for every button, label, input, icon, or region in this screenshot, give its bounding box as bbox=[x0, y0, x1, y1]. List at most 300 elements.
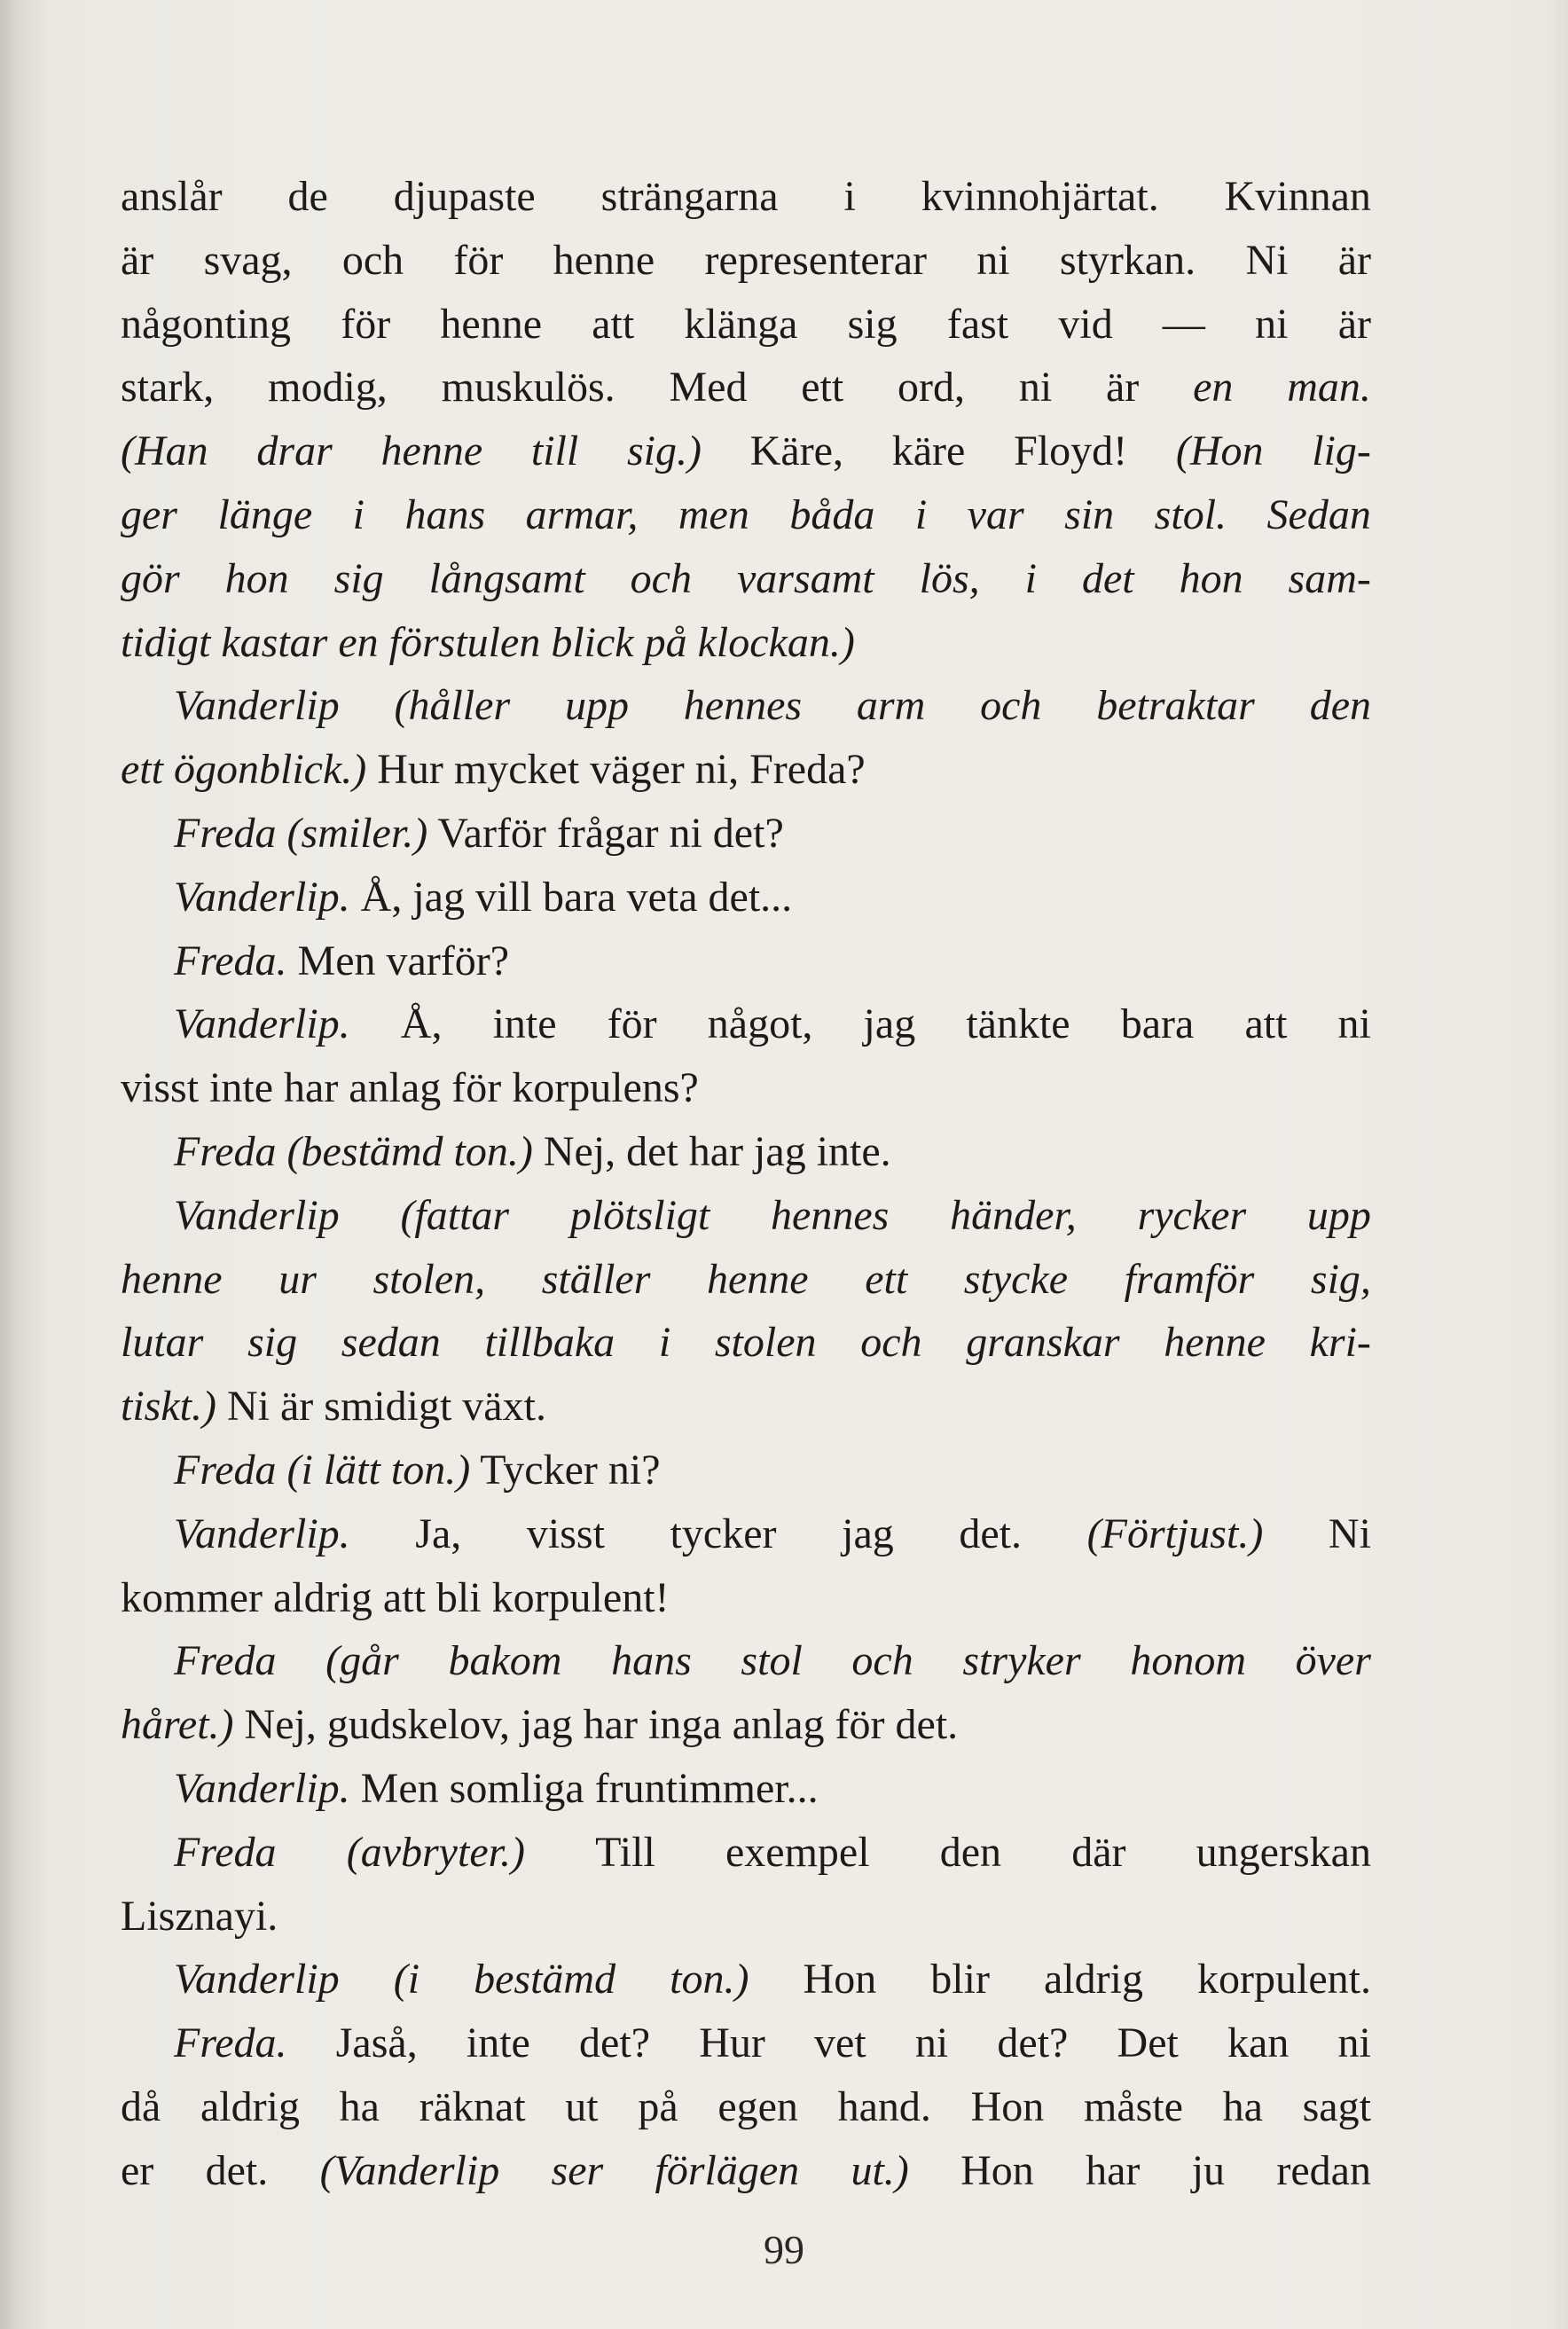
text-line bbox=[121, 1693, 1371, 1757]
word bbox=[801, 356, 843, 420]
dialogue-text: Jaså, bbox=[335, 2019, 418, 2067]
word bbox=[750, 420, 843, 483]
word bbox=[174, 1184, 340, 1248]
dialogue-text: klänga bbox=[684, 300, 798, 348]
word bbox=[121, 547, 180, 611]
word bbox=[342, 229, 404, 293]
word bbox=[940, 1821, 1001, 1885]
stage-direction: hon bbox=[224, 554, 289, 602]
text-line bbox=[121, 1948, 1371, 2011]
word bbox=[843, 165, 855, 229]
dialogue-text: henne bbox=[553, 236, 655, 284]
dialogue-text: aldrig bbox=[200, 2082, 300, 2130]
stage-direction: i bbox=[658, 1319, 671, 1367]
dialogue-text: det? bbox=[579, 2019, 650, 2067]
word bbox=[968, 483, 1024, 547]
page-number: 99 bbox=[764, 2227, 804, 2272]
dialogue-text: är bbox=[1337, 300, 1371, 348]
stage-direction: Vanderlip bbox=[174, 1956, 340, 2004]
stage-direction: (i bbox=[393, 1956, 420, 2004]
stage-direction: Freda bbox=[174, 1828, 277, 1876]
word bbox=[174, 1948, 340, 2011]
stage-direction: ett ögonblick.) bbox=[121, 746, 367, 794]
dialogue-text: kommer aldrig att bli korpulent! bbox=[121, 1573, 670, 1621]
word bbox=[915, 2011, 948, 2075]
word bbox=[708, 992, 813, 1056]
word bbox=[851, 2139, 908, 2203]
word bbox=[1225, 165, 1371, 229]
stage-direction: i bbox=[352, 490, 365, 538]
word bbox=[804, 1948, 877, 2011]
word bbox=[268, 356, 388, 420]
dialogue-text: för bbox=[607, 1000, 657, 1048]
stage-direction: henne bbox=[707, 1255, 809, 1303]
word bbox=[278, 1248, 317, 1312]
body-text bbox=[121, 165, 1371, 2203]
dialogue-text: något, bbox=[707, 1000, 813, 1048]
word bbox=[950, 1184, 1077, 1248]
dialogue-text: ord, bbox=[898, 364, 966, 412]
text-line bbox=[121, 1184, 1371, 1248]
stage-direction: Freda. bbox=[174, 2019, 287, 2067]
dialogue-text: Ja, bbox=[415, 1510, 462, 1557]
word bbox=[976, 229, 1009, 293]
text-line bbox=[121, 802, 1371, 866]
text-line bbox=[121, 1375, 1371, 1439]
dialogue-text: exempel bbox=[725, 1828, 870, 1876]
dialogue-text: de bbox=[287, 173, 328, 220]
stage-direction: håret.) bbox=[121, 1701, 234, 1749]
dialogue-text: — bbox=[1162, 300, 1205, 348]
text-line bbox=[121, 929, 1371, 993]
dialogue-text: i bbox=[843, 173, 856, 220]
word bbox=[174, 1821, 277, 1885]
dialogue-text: då bbox=[121, 2082, 161, 2130]
stage-direction: stolen bbox=[714, 1319, 817, 1367]
word bbox=[1025, 547, 1037, 611]
word bbox=[789, 483, 874, 547]
word bbox=[225, 547, 289, 611]
word bbox=[484, 1311, 615, 1375]
word bbox=[174, 1629, 277, 1693]
word bbox=[394, 165, 536, 229]
dialogue-text: Hon bbox=[803, 1956, 877, 2004]
dialogue-text: ett bbox=[801, 364, 844, 412]
word bbox=[1296, 1629, 1371, 1693]
stage-direction: lös, bbox=[919, 554, 980, 602]
text-line bbox=[121, 293, 1371, 357]
word bbox=[121, 229, 153, 293]
stage-direction: ut.) bbox=[851, 2146, 909, 2194]
word bbox=[121, 293, 291, 357]
word bbox=[608, 992, 657, 1056]
stage-direction: Freda (smiler.) bbox=[174, 809, 428, 857]
stage-direction: sig bbox=[247, 1319, 298, 1367]
stage-direction: armar, bbox=[525, 490, 639, 538]
word bbox=[1338, 293, 1371, 357]
text-line bbox=[121, 2011, 1371, 2075]
text-line bbox=[121, 866, 1371, 929]
dialogue-text: och bbox=[341, 236, 404, 284]
word bbox=[474, 1948, 615, 2011]
dialogue-text: djupaste bbox=[393, 173, 536, 220]
dialogue-text: inte bbox=[466, 2019, 530, 2067]
word bbox=[526, 483, 639, 547]
word bbox=[1064, 483, 1114, 547]
dialogue-text: är bbox=[1337, 236, 1371, 284]
dialogue-text: Kvinnan bbox=[1224, 173, 1371, 220]
dialogue-text: ju bbox=[1191, 2146, 1226, 2194]
dialogue-text: svag, bbox=[203, 236, 293, 284]
word bbox=[960, 2139, 1034, 2203]
word bbox=[1223, 2075, 1263, 2139]
dialogue-text: henne bbox=[440, 300, 542, 348]
stage-direction: stolen, bbox=[372, 1255, 486, 1303]
word bbox=[247, 1311, 297, 1375]
word bbox=[340, 2075, 380, 2139]
word bbox=[256, 420, 332, 483]
word bbox=[1082, 547, 1134, 611]
dialogue-text: bara bbox=[1120, 1000, 1195, 1048]
stage-direction: händer, bbox=[950, 1191, 1077, 1239]
dialogue-text: stark, bbox=[121, 364, 215, 412]
word bbox=[1244, 992, 1287, 1056]
stage-direction: stol bbox=[741, 1637, 803, 1685]
stage-direction: arm bbox=[856, 682, 926, 730]
dialogue-text: Hur bbox=[699, 2019, 765, 2067]
stage-direction: i bbox=[914, 490, 928, 538]
word bbox=[669, 356, 747, 420]
word bbox=[1096, 674, 1255, 738]
word bbox=[1287, 356, 1371, 420]
word bbox=[579, 2011, 650, 2075]
word bbox=[898, 356, 965, 420]
word bbox=[1338, 992, 1371, 1056]
word bbox=[1310, 1311, 1371, 1375]
stage-direction: ur bbox=[278, 1255, 317, 1303]
word bbox=[336, 2011, 418, 2075]
word bbox=[1071, 1821, 1125, 1885]
stage-direction: det bbox=[1081, 554, 1134, 602]
stage-direction: drar bbox=[256, 427, 333, 475]
word bbox=[684, 293, 797, 357]
word bbox=[394, 674, 510, 738]
word bbox=[670, 1502, 777, 1566]
stage-direction: tiskt.) bbox=[121, 1383, 216, 1431]
dialogue-text: är bbox=[121, 236, 154, 284]
word bbox=[670, 1948, 749, 2011]
word bbox=[1106, 356, 1139, 420]
word bbox=[1125, 1248, 1255, 1312]
word bbox=[595, 1821, 655, 1885]
dialogue-text: ha bbox=[1222, 2082, 1263, 2130]
word bbox=[966, 992, 1070, 1056]
word bbox=[204, 229, 293, 293]
dialogue-text: Till bbox=[595, 1828, 655, 1876]
word bbox=[659, 1311, 670, 1375]
dialogue-text: måste bbox=[1083, 2082, 1183, 2130]
stage-direction: (Hon bbox=[1175, 427, 1264, 475]
word bbox=[947, 293, 1008, 357]
word bbox=[442, 356, 615, 420]
dialogue-text: aldrig bbox=[1044, 1956, 1143, 2004]
word bbox=[848, 293, 898, 357]
dialogue-text: Med bbox=[669, 364, 748, 412]
dialogue-text: Men varför? bbox=[286, 937, 510, 984]
word bbox=[857, 674, 925, 738]
stage-direction: Vanderlip bbox=[174, 682, 340, 730]
dialogue-text: Nej, gudskelov, jag har inga anlag för det. bbox=[233, 1701, 959, 1749]
stage-direction: hans bbox=[611, 1637, 692, 1685]
word bbox=[715, 1311, 817, 1375]
word bbox=[1117, 2011, 1179, 2075]
dialogue-text: att bbox=[592, 300, 635, 348]
word bbox=[997, 2011, 1068, 2075]
word bbox=[353, 483, 365, 547]
stage-direction: sin bbox=[1064, 490, 1115, 538]
stage-direction: Vanderlip. bbox=[174, 1510, 350, 1557]
word bbox=[717, 2075, 798, 2139]
word bbox=[381, 420, 483, 483]
word bbox=[217, 483, 312, 547]
dialogue-text: hand. bbox=[837, 2082, 931, 2130]
word bbox=[1267, 483, 1371, 547]
word bbox=[1192, 2139, 1225, 2203]
word bbox=[655, 2139, 800, 2203]
word bbox=[864, 992, 916, 1056]
stage-direction: (fattar bbox=[400, 1191, 510, 1239]
word bbox=[341, 1311, 441, 1375]
stage-direction: sedan bbox=[341, 1319, 441, 1367]
text-line bbox=[121, 1502, 1371, 1566]
word bbox=[1227, 2011, 1289, 2075]
text-line bbox=[121, 674, 1371, 738]
word bbox=[1329, 1502, 1371, 1566]
word bbox=[966, 1311, 1119, 1375]
word bbox=[121, 1311, 203, 1375]
stage-direction: henne bbox=[380, 427, 483, 475]
word bbox=[842, 1502, 894, 1566]
text-line bbox=[121, 1248, 1371, 1312]
text-line bbox=[121, 547, 1371, 611]
word bbox=[121, 1248, 223, 1312]
text-line bbox=[121, 2075, 1371, 2139]
dialogue-text: någonting bbox=[121, 300, 291, 348]
word bbox=[1307, 1184, 1371, 1248]
word bbox=[174, 2011, 287, 2075]
word bbox=[1255, 293, 1288, 357]
stage-direction: sig.) bbox=[626, 427, 702, 475]
stage-direction: ställer bbox=[541, 1255, 651, 1303]
dialogue-text: styrkan. bbox=[1059, 236, 1196, 284]
stage-direction: ser bbox=[551, 2146, 604, 2194]
word bbox=[684, 674, 802, 738]
word bbox=[121, 2075, 161, 2139]
word bbox=[980, 674, 1041, 738]
stage-direction: ger bbox=[121, 490, 177, 538]
word bbox=[1289, 547, 1371, 611]
dialogue-text: det? bbox=[997, 2019, 1069, 2067]
word bbox=[930, 1948, 990, 2011]
word bbox=[851, 1629, 913, 1693]
word bbox=[627, 420, 702, 483]
dialogue-text: det. bbox=[959, 1510, 1023, 1557]
word bbox=[448, 1629, 561, 1693]
text-line bbox=[121, 1885, 1371, 1949]
word bbox=[121, 420, 208, 483]
word bbox=[565, 674, 629, 738]
stage-direction: upp bbox=[564, 682, 629, 730]
word bbox=[1196, 1821, 1371, 1885]
word bbox=[707, 1248, 809, 1312]
stage-direction: henne bbox=[1164, 1319, 1266, 1367]
word bbox=[1019, 356, 1052, 420]
word bbox=[206, 2139, 269, 2203]
dialogue-text: det. bbox=[205, 2146, 269, 2194]
word bbox=[699, 2011, 765, 2075]
word bbox=[334, 547, 384, 611]
dialogue-text: Lisznayi. bbox=[121, 1892, 278, 1940]
stage-direction: lig- bbox=[1312, 427, 1371, 475]
word bbox=[552, 2139, 604, 2203]
stage-direction: till bbox=[530, 427, 579, 475]
dialogue-text: representerar bbox=[704, 236, 927, 284]
dialogue-text: blir bbox=[930, 1956, 990, 2004]
stage-direction: hans bbox=[404, 490, 486, 538]
word bbox=[737, 547, 874, 611]
dialogue-text: Hur mycket väger ni, Freda? bbox=[366, 746, 866, 794]
text-line bbox=[121, 1311, 1371, 1375]
word bbox=[1312, 420, 1371, 483]
dialogue-text: ut bbox=[565, 2082, 599, 2130]
stage-direction: (håller bbox=[394, 682, 511, 730]
dialogue-text: fast bbox=[946, 300, 1009, 348]
stage-direction: hennes bbox=[771, 1191, 890, 1239]
stage-direction: länge bbox=[217, 490, 313, 538]
dialogue-text: sig bbox=[847, 300, 898, 348]
stage-direction: varsamt bbox=[736, 554, 874, 602]
dialogue-text: korpulent. bbox=[1197, 1956, 1371, 2004]
dialogue-text: där bbox=[1071, 1828, 1126, 1876]
dialogue-text: redan bbox=[1276, 2146, 1371, 2194]
word bbox=[1060, 229, 1196, 293]
word bbox=[959, 1502, 1022, 1566]
word bbox=[453, 229, 503, 293]
text-line bbox=[121, 1629, 1371, 1693]
word bbox=[1058, 293, 1112, 357]
word bbox=[1310, 674, 1371, 738]
text-line bbox=[121, 1757, 1371, 1821]
word bbox=[964, 1248, 1068, 1312]
stage-direction: och bbox=[860, 1319, 922, 1367]
word bbox=[394, 1948, 419, 2011]
word bbox=[440, 293, 542, 357]
word bbox=[1086, 2139, 1140, 2203]
word bbox=[1138, 1184, 1247, 1248]
word bbox=[892, 420, 966, 483]
word bbox=[915, 483, 927, 547]
word bbox=[1014, 420, 1127, 483]
dialogue-text: sagt bbox=[1302, 2082, 1371, 2130]
stage-direction: Freda. bbox=[174, 937, 287, 984]
word bbox=[1303, 2075, 1371, 2139]
word bbox=[415, 1502, 461, 1566]
stage-direction: förlägen bbox=[655, 2146, 800, 2194]
word bbox=[678, 483, 749, 547]
dialogue-text: har bbox=[1086, 2146, 1141, 2194]
word bbox=[1121, 992, 1195, 1056]
word bbox=[1087, 1502, 1264, 1566]
word bbox=[174, 1502, 350, 1566]
dialogue-text: ni bbox=[1337, 1000, 1371, 1048]
stage-direction: (går bbox=[325, 1637, 399, 1685]
stage-direction: (avbryter.) bbox=[346, 1828, 525, 1876]
stage-direction: och bbox=[980, 682, 1042, 730]
text-line bbox=[121, 1439, 1371, 1502]
text-line bbox=[121, 356, 1371, 420]
dialogue-text: Det bbox=[1117, 2019, 1179, 2067]
word bbox=[741, 1629, 802, 1693]
stage-direction: båda bbox=[789, 490, 875, 538]
word bbox=[1084, 2075, 1183, 2139]
word bbox=[860, 1311, 921, 1375]
word bbox=[372, 1248, 485, 1312]
word bbox=[1193, 356, 1233, 420]
dialogue-text: vid bbox=[1058, 300, 1113, 348]
dialogue-text: visst bbox=[526, 1510, 605, 1557]
dialogue-text: ni bbox=[914, 2019, 949, 2067]
stage-direction: granskar bbox=[966, 1319, 1120, 1367]
word bbox=[531, 420, 578, 483]
word bbox=[527, 1502, 605, 1566]
word bbox=[1164, 1311, 1266, 1375]
dialogue-text: ni bbox=[1255, 300, 1289, 348]
text-line bbox=[121, 611, 1371, 675]
stage-direction: rycker bbox=[1137, 1191, 1247, 1239]
dialogue-text: är bbox=[1106, 364, 1140, 412]
word bbox=[325, 1629, 399, 1693]
stage-direction: hennes bbox=[683, 682, 803, 730]
text-line bbox=[121, 1056, 1371, 1120]
word bbox=[174, 992, 350, 1056]
word bbox=[400, 1184, 509, 1248]
stage-direction: lutar bbox=[121, 1319, 204, 1367]
stage-direction: upp bbox=[1306, 1191, 1371, 1239]
stage-direction: bakom bbox=[448, 1637, 562, 1685]
word bbox=[404, 483, 485, 547]
dialogue-text: för bbox=[453, 236, 504, 284]
word bbox=[1245, 229, 1288, 293]
dialogue-text: tänkte bbox=[966, 1000, 1070, 1048]
stage-direction: stol. bbox=[1154, 490, 1227, 538]
word bbox=[631, 547, 692, 611]
dialogue-text: ungerskan bbox=[1196, 1828, 1371, 1876]
dialogue-text: ni bbox=[976, 236, 1010, 284]
stage-direction: kri- bbox=[1309, 1319, 1371, 1367]
stage-direction: Vanderlip. bbox=[174, 1764, 350, 1812]
word bbox=[971, 2075, 1045, 2139]
dialogue-text: Tycker ni? bbox=[470, 1446, 661, 1494]
stage-direction: stryker bbox=[962, 1637, 1081, 1685]
dialogue-text: modig, bbox=[268, 364, 388, 412]
word bbox=[466, 2011, 530, 2075]
word bbox=[1176, 420, 1264, 483]
stage-direction: (Han bbox=[121, 427, 208, 475]
stage-direction: henne bbox=[121, 1255, 223, 1303]
stage-direction: var bbox=[967, 490, 1024, 538]
word bbox=[865, 1248, 907, 1312]
word bbox=[592, 293, 634, 357]
